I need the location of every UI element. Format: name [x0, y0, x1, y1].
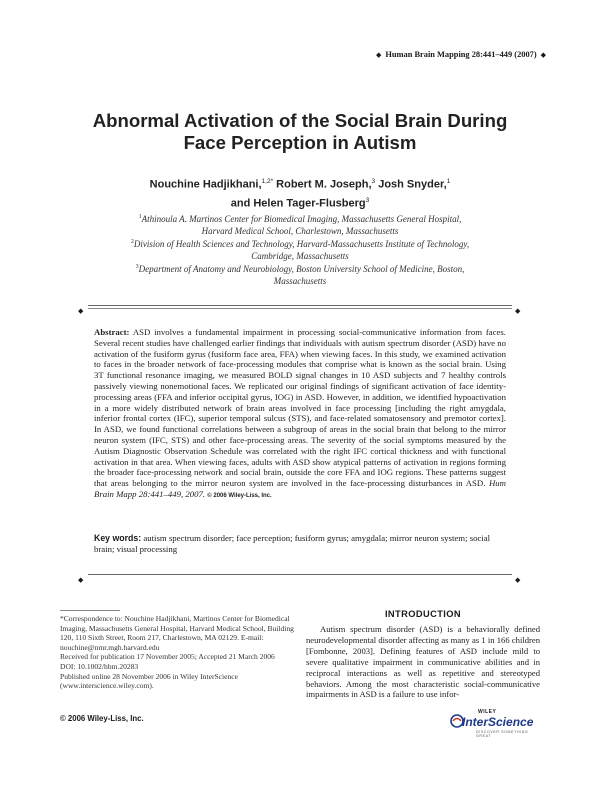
footnote-rule: [60, 610, 120, 611]
title-line: Face Perception in Autism: [183, 132, 417, 153]
copyright-footer: © 2006 Wiley-Liss, Inc.: [60, 714, 144, 723]
correspondence-note: *Correspondence to: Nouchine Hadjikhani, Martinos Center for Biomedical Imaging, Massachusetts General Hospital, Harvard Medical School, Building 120, 110 Sixth Street, Room 217, Charlestown, MA 02129. E-mail: nouchine@nmr.mgh.harvard.edu: [60, 614, 294, 652]
affiliation-text: Cambridge, Massachusetts: [251, 250, 349, 261]
abstract: [94, 327, 506, 502]
logo-tagline: DISCOVER SOMETHING GREAT: [476, 730, 529, 738]
author-name: Josh Snyder,: [378, 178, 447, 191]
keywords-label: Key words:: [94, 533, 142, 543]
author-name: Robert M. Joseph,: [276, 178, 372, 191]
diamond-icon: ◆: [515, 307, 521, 315]
diamond-icon: ◆: [78, 307, 84, 315]
affiliation-text: Athinoula A. Martinos Center for Biomedical Imaging, Massachusetts General Hospital,: [141, 214, 462, 224]
logo-wiley: WILEY: [478, 709, 497, 715]
affiliation-mark: 1: [138, 214, 142, 220]
author-name: and Helen Tager-Flusberg: [230, 197, 366, 210]
affiliation: [100, 212, 500, 237]
divider: [88, 305, 512, 306]
author-affiliation-mark: 3: [365, 196, 370, 204]
logo-name: InterScience: [462, 715, 534, 729]
author-line: [60, 193, 540, 212]
abstract-copyright: © 2006 Wiley-Liss, Inc.: [207, 492, 272, 499]
affiliation-text: Division of Health Sciences and Technology, Harvard-Massachusetts Institute of Technology,: [133, 239, 470, 249]
abstract-label: Abstract:: [94, 327, 130, 337]
author-affiliation-mark: 3: [371, 178, 376, 185]
divider: [88, 308, 512, 309]
diamond-icon: ◆: [375, 51, 382, 59]
section-heading: INTRODUCTION: [384, 609, 462, 619]
introduction-text: Autism spectrum disorder (ASD) is a behaviorally defined neurodevelopmental disorder affecting as many as 1 in 166 children [Fombonne, 2003]. Defining features of ASD include mild to severe qualitative impairment in communicative abilities and in reciprocal interactions as well as repetitive and stereotyped behaviors. Among the most characteristic social-communicative impairments in ASD is a failure to use infor-: [306, 624, 540, 700]
published-note: Published online 28 November 2006 in Wiley InterScience (www.interscience.wiley.com).: [60, 671, 238, 691]
affiliation: [100, 237, 500, 262]
affiliation-text: Harvard Medical School, Charlestown, Massachusetts: [201, 225, 399, 236]
received-note: Received for publication 17 November 2005; Accepted 21 March 2006: [60, 652, 275, 662]
author-list: [60, 174, 540, 211]
article-title: [60, 110, 540, 154]
affiliation-mark: 3: [135, 264, 139, 270]
doi-note: DOI: 10.1002/hbm.20283: [60, 661, 139, 671]
keywords-text: autism spectrum disorder; face perception; fusiform gyrus; amygdala; mirror neuron system; social brain; visual processing: [94, 533, 491, 554]
affiliation-mark: 2: [130, 239, 134, 245]
affiliation-text: Department of Anatomy and Neurobiology, Boston University School of Medicine, Boston,: [138, 264, 465, 274]
abstract-text: ASD involves a fundamental impairment in processing social-communicative information from faces. Several recent studies have challenged earlier findings that individuals with autism spectrum disorder (ASD) have no activation of the fusiform gyrus (fusiform face area, FFA) when viewing faces. In this study, we examined activation to faces in the broader network of face-processing modules that comprise what is known as the social brain. Using 3T functional resonance imaging, we measured BOLD signal changes in 10 ASD subjects and 7 healthy controls passively viewing nonemotional faces. We replicated our original findings of significant activation of face identity-processing areas (FFA and inferior occipital gyrus, IOG) in ASD. However, in addition, we identified hypoactivation in a more widely distributed network of brain areas involved in face processing [including the right amygdala, inferior frontal cortex (IFC), superior temporal sulcus (STS), and face-related somatosensory and premotor cortex]. In ASD, we found functional correlations between a subgroup of areas in the social brain that belong to the mirror neuron system (IFC, STS) and other face-processing areas. The severity of the social symptoms measured by the Autism Diagnostic Observation Schedule was correlated with the right IFC cortical thickness and with functional activation in that area. When viewing faces, adults with ASD show atypical patterns of activation in regions forming the broader face-processing network and social brain, outside the core FFA and IOG regions. These patterns suggest that areas belonging to the mirror neuron system are involved in the face-processing disturbances in ASD.: [94, 327, 506, 489]
diamond-icon: ◆: [515, 576, 521, 584]
author-affiliation-mark: 1,2*: [261, 178, 274, 185]
diamond-icon: ◆: [540, 51, 546, 59]
author-name: Nouchine Hadjikhani,: [149, 178, 262, 191]
affiliation: [100, 262, 500, 287]
footnote: [60, 610, 294, 691]
title-line: Abnormal Activation of the Social Brain During: [92, 110, 508, 131]
author-affiliation-mark: 1: [446, 178, 451, 185]
affiliation-text: Massachusetts: [273, 275, 327, 286]
abstract-citation: Hum Brain Mapp 28:441–449, 2007.: [94, 478, 506, 499]
keywords: [94, 533, 506, 555]
journal-citation: Human Brain Mapping 28:441–449 (2007): [385, 50, 537, 59]
running-header: [372, 50, 550, 59]
wiley-interscience-logo: [440, 709, 544, 739]
diamond-icon: ◆: [78, 576, 84, 584]
author-line: [60, 174, 540, 193]
divider: [88, 574, 512, 575]
